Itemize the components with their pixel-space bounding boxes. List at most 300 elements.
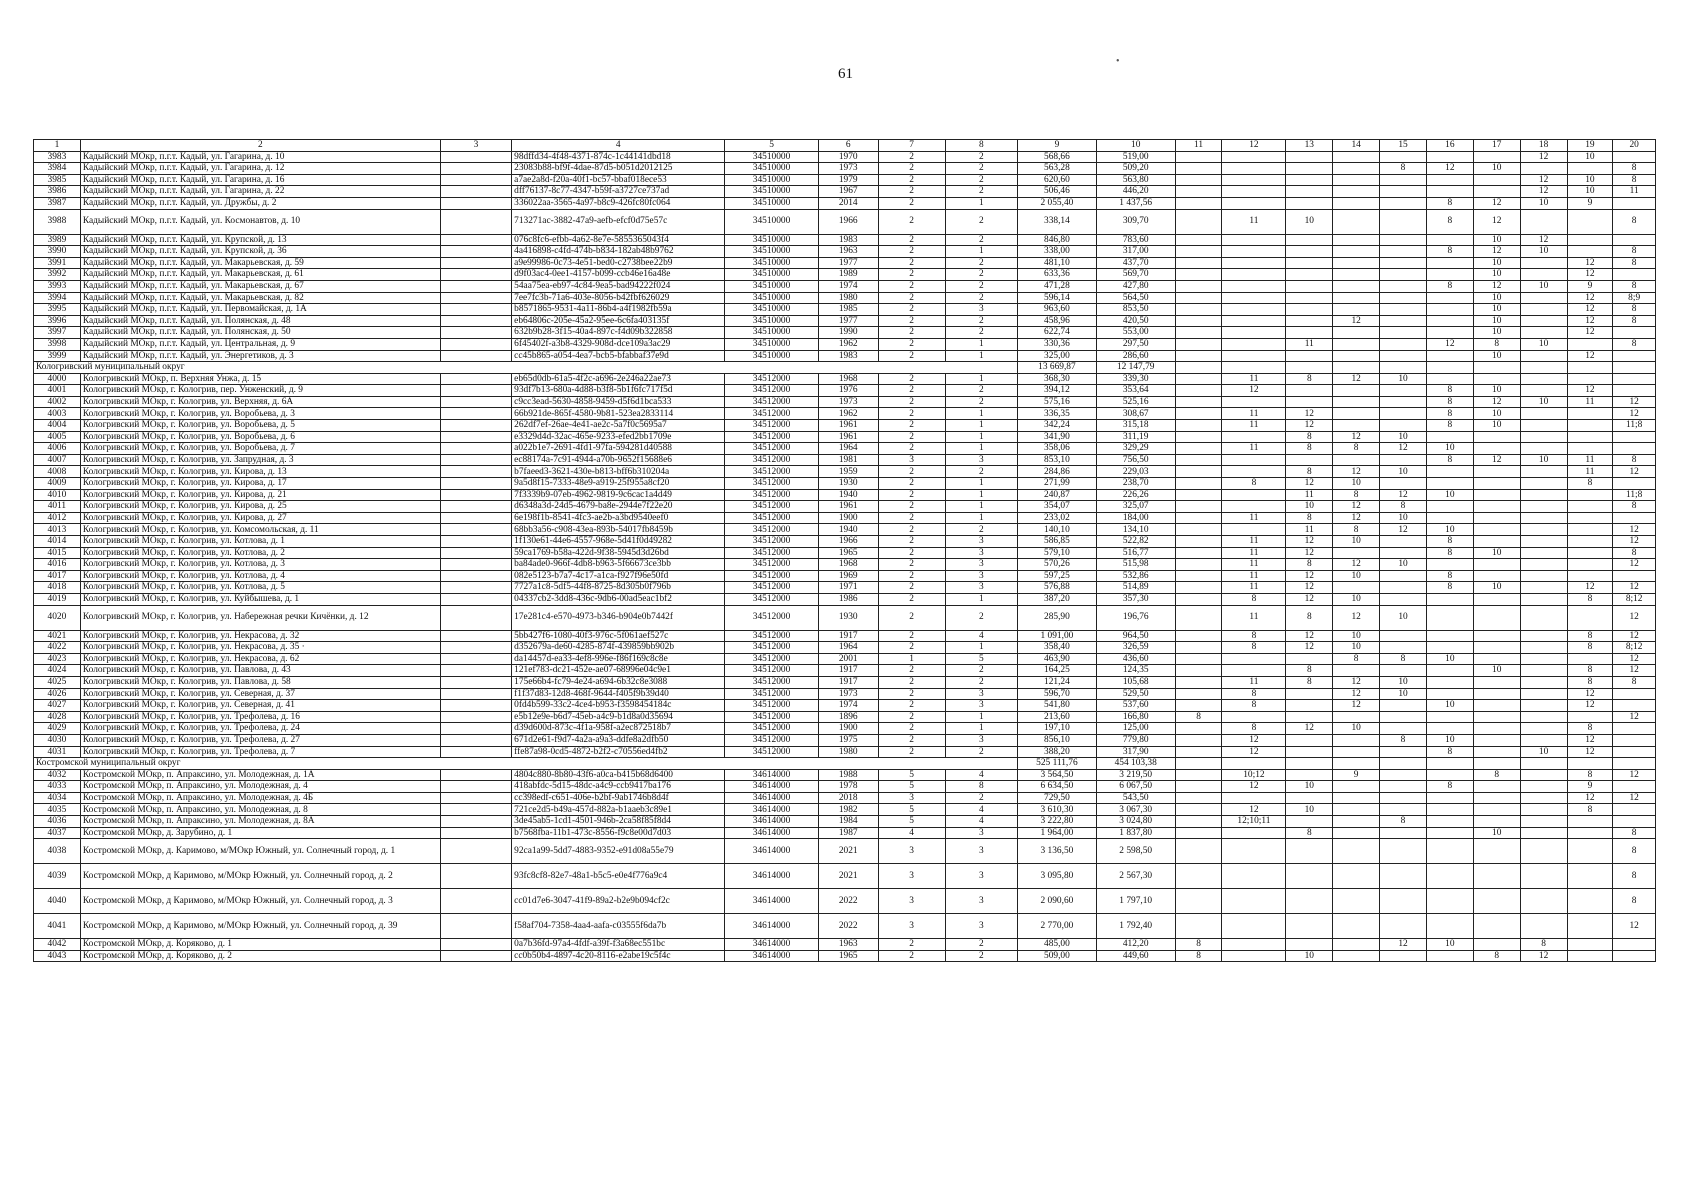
works-year-cell (1613, 688, 1656, 700)
works-year-cell (1333, 582, 1380, 594)
floors-cell: 5 (878, 804, 945, 816)
table-row (34, 304, 1656, 316)
column-3-cell (440, 269, 511, 281)
works-year-cell (1426, 174, 1473, 186)
column-3-cell (440, 570, 511, 582)
works-year-cell: 12 (1613, 711, 1656, 723)
entrances-cell: 2 (945, 385, 1017, 397)
floors-cell: 5 (878, 816, 945, 828)
works-year-cell (1222, 280, 1286, 292)
works-year-cell (1333, 816, 1380, 828)
row-number-cell: 3986 (34, 186, 81, 198)
works-year-cell (1380, 269, 1427, 281)
living-area-cell: 569,70 (1096, 269, 1175, 281)
row-number-cell: 4001 (34, 385, 81, 397)
floors-cell: 2 (878, 559, 945, 571)
address-cell: Кадыйский МОкр, п.г.т. Кадый, ул. Полянская, д. 50 (80, 327, 440, 339)
works-year-cell (1380, 769, 1427, 781)
column-3-cell (440, 734, 511, 746)
works-year-cell: 12 (1333, 315, 1380, 327)
oktmo-cell: 34512000 (725, 700, 819, 712)
total-area-cell: 963,60 (1018, 304, 1097, 316)
address-cell: Костромской МОкр, д. Зарубино, д. 1 (80, 827, 440, 839)
fias-guid-cell: d9f03ac4-0ee1-4157-b099-ccb46e16a48e (512, 269, 725, 281)
table-row (34, 839, 1656, 864)
works-year-cell: 10 (1520, 746, 1567, 758)
works-year-cell (1175, 280, 1222, 292)
total-area-cell: 325,00 (1018, 350, 1097, 362)
total-area-cell: 197,10 (1018, 723, 1097, 735)
entrances-cell: 2 (945, 524, 1017, 536)
works-year-cell (1286, 304, 1333, 316)
works-year-cell (1380, 839, 1427, 864)
works-year-cell: 11 (1222, 582, 1286, 594)
works-year-cell (1333, 665, 1380, 677)
works-year-cell: 8 (1426, 746, 1473, 758)
entrances-cell: 3 (945, 570, 1017, 582)
works-year-cell (1613, 431, 1656, 443)
works-year-cell: 11 (1222, 605, 1286, 630)
floors-cell: 2 (878, 734, 945, 746)
works-year-cell (1426, 186, 1473, 198)
works-year-cell (1380, 478, 1427, 490)
total-area-cell: 338,14 (1018, 209, 1097, 234)
address-cell: Костромской МОкр, п. Апраксино, ул. Молодежная, д. 4Б (80, 792, 440, 804)
works-year-cell: 12 (1613, 792, 1656, 804)
entrances-cell: 2 (945, 186, 1017, 198)
table-row (34, 939, 1656, 951)
column-3-cell (440, 889, 511, 914)
year-built-cell: 1990 (818, 327, 878, 339)
column-3-cell (440, 292, 511, 304)
column-3-cell (440, 234, 511, 246)
address-cell: Кологривский МОкр, г. Кологрив, ул. Павлова, д. 58 (80, 676, 440, 688)
works-year-cell (1567, 512, 1613, 524)
year-built-cell: 1900 (818, 512, 878, 524)
column-3-cell (440, 653, 511, 665)
works-year-cell (1473, 593, 1520, 605)
fias-guid-cell: 6e198f1b-8541-4fc3-ae2b-a3bd9540eef0 (512, 512, 725, 524)
works-year-cell (1286, 939, 1333, 951)
address-cell: Костромской МОкр, д Каримово, м/МОкр Южный, ул. Солнечный город, д. 39 (80, 914, 440, 939)
fias-guid-cell: 7f3339b9-07eb-4962-9819-9c6cac1a4d49 (512, 489, 725, 501)
works-year-cell: 8 (1380, 734, 1427, 746)
works-year-cell (1613, 373, 1656, 385)
year-built-cell: 1900 (818, 723, 878, 735)
works-year-cell: 12 (1567, 350, 1613, 362)
total-area-cell: 388,20 (1018, 746, 1097, 758)
table-row (34, 630, 1656, 642)
works-year-cell (1175, 396, 1222, 408)
address-cell: Костромской МОкр, д Каримово, м/МОкр Южный, ул. Солнечный город, д. 2 (80, 864, 440, 889)
oktmo-cell: 34614000 (725, 889, 819, 914)
works-year-cell (1286, 688, 1333, 700)
column-3-cell (440, 443, 511, 455)
column-number-header-row (34, 140, 1656, 152)
entrances-cell: 1 (945, 478, 1017, 490)
row-number-cell: 3983 (34, 151, 81, 163)
row-number-cell: 4009 (34, 478, 81, 490)
works-year-cell (1426, 769, 1473, 781)
total-area-cell: 729,50 (1018, 792, 1097, 804)
works-year-cell: 10 (1333, 630, 1380, 642)
works-year-cell: 8;12 (1613, 642, 1656, 654)
total-area-cell: 368,30 (1018, 373, 1097, 385)
works-year-cell: 12 (1380, 939, 1427, 951)
year-built-cell: 1971 (818, 582, 878, 594)
row-number-cell: 4015 (34, 547, 81, 559)
works-year-cell: 8 (1426, 280, 1473, 292)
works-year-cell: 10 (1286, 209, 1333, 234)
address-cell: Кологривский МОкр, г. Кологрив, ул. Воробьева, д. 3 (80, 408, 440, 420)
fias-guid-cell: 5bb427f6-1080-40f3-976c-5f061aef527c (512, 630, 725, 642)
works-year-cell (1222, 653, 1286, 665)
works-year-cell (1333, 839, 1380, 864)
row-number-cell: 3987 (34, 197, 81, 209)
works-year-cell (1333, 163, 1380, 175)
works-year-cell (1222, 864, 1286, 889)
works-year-cell (1380, 234, 1427, 246)
works-year-cell (1567, 373, 1613, 385)
year-built-cell: 1961 (818, 431, 878, 443)
address-cell: Кологривский МОкр, г. Кологрив, ул. Верхняя, д. 6А (80, 396, 440, 408)
works-year-cell: 10 (1473, 257, 1520, 269)
column-number-cell: 20 (1613, 140, 1656, 152)
column-number-cell: 1 (34, 140, 81, 152)
works-year-cell: 12 (1473, 396, 1520, 408)
works-year-cell (1520, 582, 1567, 594)
blank-cell (1222, 758, 1286, 770)
address-cell: Костромской МОкр, д. Каримово, м/МОкр Южный, ул. Солнечный город, д. 1 (80, 839, 440, 864)
works-year-cell: 12 (1613, 408, 1656, 420)
works-year-cell: 10 (1473, 292, 1520, 304)
total-area-cell: 597,25 (1018, 570, 1097, 582)
row-number-cell: 3988 (34, 209, 81, 234)
works-year-cell: 8 (1613, 827, 1656, 839)
year-built-cell: 1964 (818, 642, 878, 654)
fias-guid-cell: 23083b88-bf9f-4dae-87d5-b051d2012125 (512, 163, 725, 175)
works-year-cell (1426, 373, 1473, 385)
living-area-cell: 357,30 (1096, 593, 1175, 605)
total-area-cell: 233,02 (1018, 512, 1097, 524)
oktmo-cell: 34614000 (725, 781, 819, 793)
oktmo-cell: 34512000 (725, 431, 819, 443)
floors-cell: 2 (878, 186, 945, 198)
works-year-cell (1380, 792, 1427, 804)
total-area-cell: 622,74 (1018, 327, 1097, 339)
works-year-cell (1286, 163, 1333, 175)
works-year-cell: 8 (1426, 570, 1473, 582)
works-year-cell (1175, 665, 1222, 677)
works-year-cell (1613, 700, 1656, 712)
fias-guid-cell: 7ee7fc3b-71a6-403e-8056-b42fbf626029 (512, 292, 725, 304)
works-year-cell (1175, 197, 1222, 209)
column-3-cell (440, 420, 511, 432)
oktmo-cell: 34512000 (725, 642, 819, 654)
blank-cell (1286, 758, 1333, 770)
year-built-cell: 1961 (818, 501, 878, 513)
oktmo-cell: 34614000 (725, 864, 819, 889)
works-year-cell (1426, 151, 1473, 163)
works-year-cell (1426, 676, 1473, 688)
row-number-cell: 4018 (34, 582, 81, 594)
living-area-cell: 853,50 (1096, 304, 1175, 316)
total-area-cell: 3 610,30 (1018, 804, 1097, 816)
row-number-cell: 4004 (34, 420, 81, 432)
floors-cell: 2 (878, 605, 945, 630)
works-year-cell (1175, 700, 1222, 712)
works-year-cell: 10 (1567, 174, 1613, 186)
living-area-cell: 308,67 (1096, 408, 1175, 420)
blank-cell (1567, 758, 1613, 770)
works-year-cell: 12 (1286, 547, 1333, 559)
living-area-cell: 353,64 (1096, 385, 1175, 397)
column-3-cell (440, 163, 511, 175)
works-year-cell (1520, 163, 1567, 175)
entrances-cell: 3 (945, 582, 1017, 594)
row-number-cell: 4019 (34, 593, 81, 605)
year-built-cell: 1896 (818, 711, 878, 723)
total-area-cell: 330,36 (1018, 338, 1097, 350)
living-area-cell: 134,10 (1096, 524, 1175, 536)
works-year-cell (1175, 676, 1222, 688)
works-year-cell: 12 (1286, 420, 1333, 432)
works-year-cell (1426, 642, 1473, 654)
row-number-cell: 4002 (34, 396, 81, 408)
living-area-cell: 238,70 (1096, 478, 1175, 490)
table-row (34, 420, 1656, 432)
works-year-cell: 8 (1473, 950, 1520, 962)
works-year-cell (1333, 234, 1380, 246)
works-year-cell (1286, 385, 1333, 397)
year-built-cell: 1973 (818, 396, 878, 408)
floors-cell: 2 (878, 512, 945, 524)
total-area-cell: 338,00 (1018, 246, 1097, 258)
blank-cell (1333, 362, 1380, 374)
works-year-cell (1175, 688, 1222, 700)
works-year-cell: 12 (1613, 630, 1656, 642)
works-year-cell (1473, 186, 1520, 198)
column-3-cell (440, 466, 511, 478)
works-year-cell (1426, 234, 1473, 246)
works-year-cell: 10 (1426, 700, 1473, 712)
living-area-cell: 1 837,80 (1096, 827, 1175, 839)
works-year-cell: 8 (1426, 408, 1473, 420)
works-year-cell (1567, 443, 1613, 455)
works-year-cell (1426, 257, 1473, 269)
year-built-cell: 1964 (818, 443, 878, 455)
works-year-cell (1286, 769, 1333, 781)
row-number-cell: 3996 (34, 315, 81, 327)
address-cell: Кологривский МОкр, г. Кологрив, ул. Котлова, д. 2 (80, 547, 440, 559)
works-year-cell (1520, 385, 1567, 397)
floors-cell: 2 (878, 593, 945, 605)
entrances-cell: 3 (945, 914, 1017, 939)
address-cell: Кадыйский МОкр, п.г.т. Кадый, ул. Макарьевская, д. 82 (80, 292, 440, 304)
works-year-cell (1222, 292, 1286, 304)
works-year-cell (1567, 209, 1613, 234)
fias-guid-cell: ba84ade0-966f-4db8-b963-5f66673ce3bb (512, 559, 725, 571)
fias-guid-cell: cc01d7e6-3047-41f9-89a2-b2e9b094cf2c (512, 889, 725, 914)
works-year-cell (1333, 914, 1380, 939)
works-year-cell (1473, 914, 1520, 939)
blank-cell (1333, 758, 1380, 770)
year-built-cell: 1986 (818, 593, 878, 605)
works-year-cell (1380, 197, 1427, 209)
works-year-cell: 12 (1333, 676, 1380, 688)
works-year-cell (1333, 711, 1380, 723)
works-year-cell: 8 (1286, 676, 1333, 688)
works-year-cell: 8 (1380, 816, 1427, 828)
works-year-cell: 11 (1222, 443, 1286, 455)
oktmo-cell: 34510000 (725, 174, 819, 186)
year-built-cell: 1940 (818, 489, 878, 501)
table-row (34, 373, 1656, 385)
blank-cell (1613, 362, 1656, 374)
total-area-cell: 358,40 (1018, 642, 1097, 654)
table-row (34, 163, 1656, 175)
column-3-cell (440, 454, 511, 466)
oktmo-cell: 34512000 (725, 454, 819, 466)
year-built-cell: 1982 (818, 804, 878, 816)
column-3-cell (440, 512, 511, 524)
address-cell: Кадыйский МОкр, п.г.т. Кадый, ул. Макарьевская, д. 67 (80, 280, 440, 292)
works-year-cell: 8 (1613, 839, 1656, 864)
address-cell: Костромской МОкр, п. Апраксино, ул. Молодежная, д. 1А (80, 769, 440, 781)
works-year-cell (1426, 593, 1473, 605)
table-row (34, 350, 1656, 362)
works-year-cell: 10 (1520, 280, 1567, 292)
works-year-cell: 10 (1286, 804, 1333, 816)
oktmo-cell: 34512000 (725, 501, 819, 513)
living-area-cell: 6 067,50 (1096, 781, 1175, 793)
works-year-cell: 8 (1222, 723, 1286, 735)
blank-cell (1520, 362, 1567, 374)
row-number-cell: 3995 (34, 304, 81, 316)
total-area-cell: 164,25 (1018, 665, 1097, 677)
works-year-cell: 10 (1473, 304, 1520, 316)
works-year-cell: 12 (1222, 746, 1286, 758)
works-year-cell: 12 (1613, 524, 1656, 536)
floors-cell: 2 (878, 746, 945, 758)
entrances-cell: 2 (945, 163, 1017, 175)
blank-cell (1520, 758, 1567, 770)
address-cell: Кологривский МОкр, г. Кологрив, ул. Кирова, д. 21 (80, 489, 440, 501)
row-number-cell: 3991 (34, 257, 81, 269)
works-year-cell: 11;8 (1613, 420, 1656, 432)
works-year-cell (1333, 292, 1380, 304)
works-year-cell (1175, 593, 1222, 605)
floors-cell: 1 (878, 653, 945, 665)
works-year-cell (1380, 723, 1427, 735)
works-year-cell (1380, 327, 1427, 339)
works-year-cell: 10 (1333, 570, 1380, 582)
blank-cell (1222, 362, 1286, 374)
works-year-cell (1286, 711, 1333, 723)
works-year-cell: 10;12 (1222, 769, 1286, 781)
table-row (34, 642, 1656, 654)
fias-guid-cell: eb65d0db-61a5-4f2c-a696-2e246a22ae73 (512, 373, 725, 385)
works-year-cell: 12 (1473, 209, 1520, 234)
works-year-cell (1286, 734, 1333, 746)
table-row (34, 914, 1656, 939)
entrances-cell: 2 (945, 605, 1017, 630)
column-number-cell: 14 (1333, 140, 1380, 152)
year-built-cell: 1917 (818, 676, 878, 688)
fias-guid-cell: d352679a-de60-4285-874f-439859bb902b (512, 642, 725, 654)
column-number-cell: 17 (1473, 140, 1520, 152)
works-year-cell: 8 (1333, 443, 1380, 455)
blank-cell (1175, 362, 1222, 374)
works-year-cell (1175, 431, 1222, 443)
works-year-cell: 12 (1613, 605, 1656, 630)
living-area-cell: 553,00 (1096, 327, 1175, 339)
total-area-cell: 271,99 (1018, 478, 1097, 490)
living-area-cell: 339,30 (1096, 373, 1175, 385)
works-year-cell: 10 (1380, 688, 1427, 700)
fias-guid-cell: 4804c880-8b80-43f6-a0ca-b415b68d6400 (512, 769, 725, 781)
works-year-cell: 11 (1286, 524, 1333, 536)
works-year-cell (1613, 781, 1656, 793)
entrances-cell: 1 (945, 431, 1017, 443)
column-3-cell (440, 350, 511, 362)
row-number-cell: 4027 (34, 700, 81, 712)
entrances-cell: 1 (945, 338, 1017, 350)
row-number-cell: 4023 (34, 653, 81, 665)
floors-cell: 2 (878, 327, 945, 339)
works-year-cell (1473, 839, 1520, 864)
address-cell: Кадыйский МОкр, п.г.т. Кадый, ул. Макарьевская, д. 59 (80, 257, 440, 269)
works-year-cell: 11 (1567, 396, 1613, 408)
column-3-cell (440, 864, 511, 889)
works-year-cell (1222, 315, 1286, 327)
blank-cell (1613, 758, 1656, 770)
works-year-cell (1473, 653, 1520, 665)
works-year-cell (1613, 734, 1656, 746)
year-built-cell: 2018 (818, 792, 878, 804)
works-year-cell: 12 (1613, 769, 1656, 781)
year-built-cell: 1965 (818, 950, 878, 962)
year-built-cell: 1989 (818, 269, 878, 281)
address-cell: Костромской МОкр, д. Коряково, д. 2 (80, 950, 440, 962)
works-year-cell (1426, 292, 1473, 304)
works-year-cell (1473, 489, 1520, 501)
works-year-cell: 12 (1567, 292, 1613, 304)
entrances-cell: 2 (945, 151, 1017, 163)
works-year-cell (1333, 889, 1380, 914)
column-number-cell: 4 (512, 140, 725, 152)
floors-cell: 2 (878, 408, 945, 420)
year-built-cell: 1981 (818, 454, 878, 466)
works-year-cell (1175, 489, 1222, 501)
total-area-cell: 481,10 (1018, 257, 1097, 269)
works-year-cell (1380, 350, 1427, 362)
works-year-cell: 11 (1222, 373, 1286, 385)
entrances-cell: 1 (945, 593, 1017, 605)
table-row (34, 512, 1656, 524)
works-year-cell: 10 (1333, 593, 1380, 605)
fias-guid-cell: ec88174a-7c91-4944-a70b-9652f15688e6 (512, 454, 725, 466)
works-year-cell (1175, 478, 1222, 490)
living-area-cell: 514,89 (1096, 582, 1175, 594)
row-number-cell: 4029 (34, 723, 81, 735)
address-cell: Кадыйский МОкр, п.г.т. Кадый, ул. Макарьевская, д. 61 (80, 269, 440, 281)
works-year-cell (1473, 792, 1520, 804)
works-year-cell (1426, 864, 1473, 889)
entrances-cell: 1 (945, 420, 1017, 432)
column-3-cell (440, 642, 511, 654)
row-number-cell: 4033 (34, 781, 81, 793)
